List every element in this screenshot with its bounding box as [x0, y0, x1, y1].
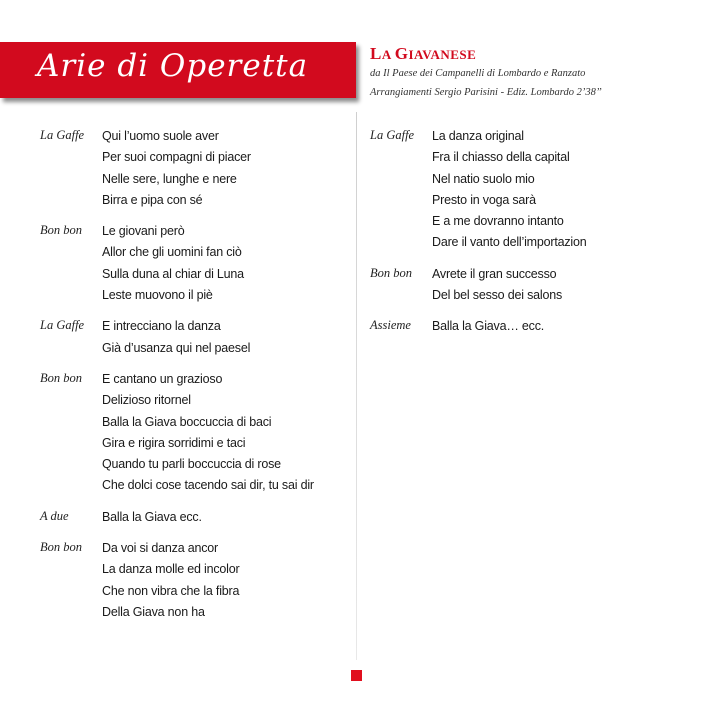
- lyric-line: Del bel sesso dei salons: [432, 288, 562, 303]
- song-title-rest-2: IAVANESE: [408, 47, 477, 62]
- song-title-cap-1: L: [370, 44, 382, 63]
- lyric-line: Dare il vanto dell’importazion: [432, 235, 587, 250]
- speaker-label: La Gaffe: [40, 128, 85, 142]
- lyric-line: Qui l’uomo suole aver: [102, 129, 219, 143]
- lyric-line: Sulla duna al chiar di Luna: [102, 266, 244, 281]
- stanza-lines: [102, 507, 340, 528]
- lyric-line: Gira e rigira sorridimi e taci: [102, 435, 246, 450]
- speaker-label: Assieme: [370, 318, 411, 333]
- song-title-cap-2: G: [394, 44, 409, 63]
- lyric-line: La danza molle ed incolor: [102, 562, 240, 577]
- lyric-line: Nelle sere, lunghe e nere: [102, 171, 237, 186]
- song-title-rest-1: A: [381, 47, 395, 62]
- lyric-line: Nel natio suolo mio: [432, 171, 535, 186]
- lyric-line: La danza original: [432, 129, 524, 143]
- speaker-label: Bon bon: [370, 265, 413, 280]
- song-credits: Arrangiamenti Sergio Parisini - Ediz. Lombardo 2’38’’: [370, 87, 602, 98]
- song-title: [370, 44, 476, 64]
- stanza: [40, 221, 340, 306]
- stanza: [370, 264, 690, 307]
- stanza: [40, 316, 340, 359]
- lyric-line: Le giovani però: [102, 224, 185, 239]
- stanza-lines: [432, 126, 690, 254]
- right-lyrics-column: [370, 126, 690, 348]
- stanza-lines: [102, 126, 340, 211]
- stanza: [40, 369, 340, 497]
- speaker-label: Bon bon: [40, 223, 83, 238]
- speaker-label: Bon bon: [40, 370, 83, 385]
- stanza-lines: [432, 316, 690, 337]
- stanza-lines: [432, 264, 690, 307]
- lyric-line: E a me dovranno intanto: [432, 214, 564, 229]
- column-divider: [356, 112, 357, 660]
- stanza-lines: [102, 369, 340, 497]
- stanza: [40, 507, 340, 528]
- lyric-line: Balla la Giava boccuccia di baci: [102, 414, 272, 429]
- page-title: Arie di Operetta: [37, 48, 309, 84]
- lyric-line: Presto in voga sarà: [432, 192, 536, 207]
- lyric-line: Da voi si danza ancor: [102, 541, 219, 556]
- speaker-label: A due: [40, 508, 69, 523]
- lyric-line: Avrete il gran successo: [432, 266, 557, 281]
- speaker-label: Bon bon: [40, 540, 83, 555]
- page-marker: [351, 670, 362, 681]
- stanza: [40, 538, 340, 623]
- stanza-lines: [102, 316, 340, 359]
- stanza: [370, 126, 690, 254]
- stanza: [370, 316, 690, 337]
- lyric-line: Fra il chiasso della capital: [432, 150, 570, 165]
- lyric-line: Che dolci cose tacendo sai dir, tu sai dir: [102, 478, 314, 493]
- lyric-line: Delizioso ritornel: [102, 393, 191, 408]
- song-source: da Il Paese dei Campanelli di Lombardo e Ranzato: [370, 68, 586, 79]
- title-banner: [0, 42, 356, 98]
- lyric-line: Che non vibra che la fibra: [102, 583, 240, 598]
- lyric-line: Già d’usanza qui nel paesel: [102, 340, 251, 355]
- stanza-lines: [102, 538, 340, 623]
- lyric-line: Allor che gli uomini fan ciò: [102, 245, 242, 260]
- lyric-line: Quando tu parli boccuccia di rose: [102, 457, 281, 472]
- left-lyrics-column: [40, 126, 340, 633]
- lyric-line: Balla la Giava ecc.: [102, 509, 202, 524]
- lyric-line: Della Giava non ha: [102, 604, 205, 619]
- stanza: [40, 126, 340, 211]
- lyric-line: E intrecciano la danza: [102, 319, 221, 334]
- lyric-line: Balla la Giava… ecc.: [432, 319, 545, 334]
- speaker-label: La Gaffe: [40, 318, 85, 333]
- lyric-line: Birra e pipa con sé: [102, 192, 203, 207]
- lyric-line: Per suoi compagni di piacer: [102, 150, 251, 165]
- lyric-line: Leste muovono il piè: [102, 288, 213, 303]
- lyric-line: E cantano un grazioso: [102, 371, 223, 386]
- stanza-lines: [102, 221, 340, 306]
- speaker-label: La Gaffe: [370, 128, 415, 142]
